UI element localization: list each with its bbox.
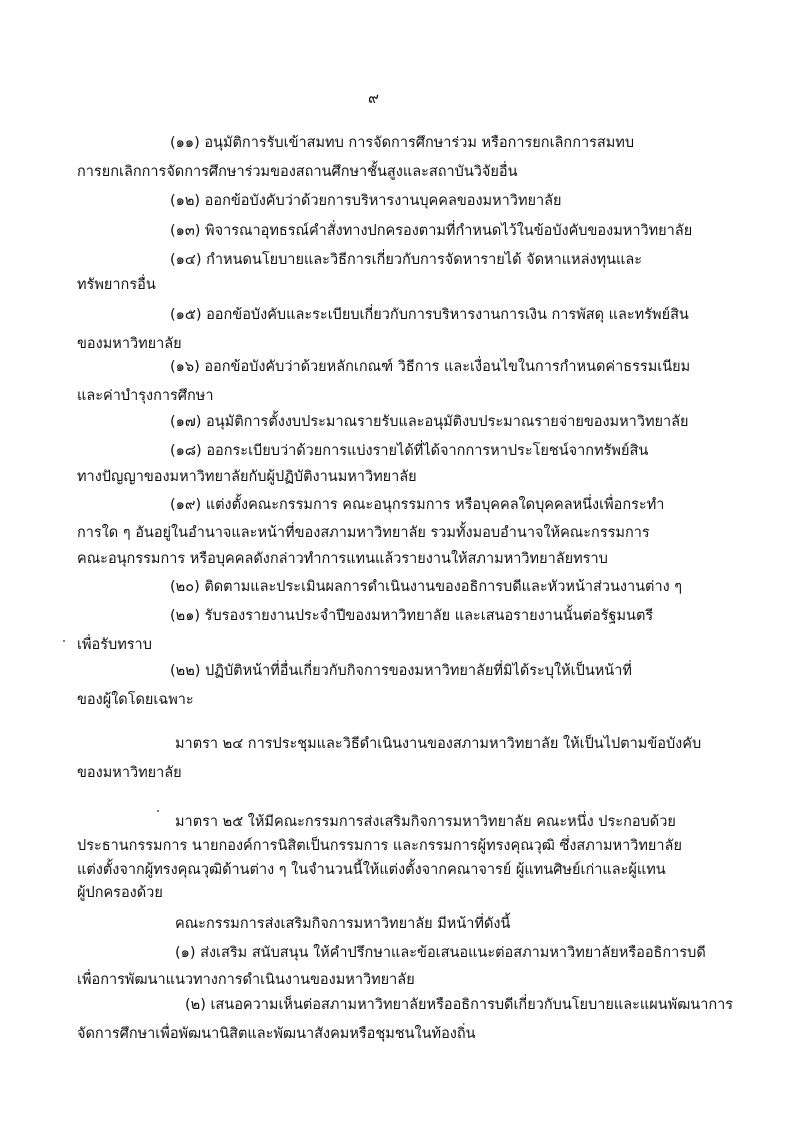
text-line: (๑๘) ออกระเบียบว่าด้วยการแบ่งรายได้ที่ได้จากการหาประโยชน์จากทรัพย์สิน: [170, 443, 649, 459]
text-line: (๑๒) ออกข้อบังคับว่าด้วยการบริหารงานบุคคลของมหาวิทยาลัย: [170, 193, 562, 209]
text-line: ผู้ปกครองด้วย: [77, 885, 163, 901]
text-line: (๑) ส่งเสริม สนับสนุน ให้คำปรึกษาและข้อเสนอแนะต่อสภามหาวิทยาลัยหรืออธิการบดี: [175, 945, 706, 961]
scan-speck: [157, 810, 159, 812]
text-line: (๑๙) แต่งตั้งคณะกรรมการ คณะอนุกรรมการ หรือบุคคลใดบุคคลหนึ่งเพื่อกระทำ: [170, 497, 665, 513]
text-line: ทางปัญญาของมหาวิทยาลัยกับผู้ปฏิบัติงานมหาวิทยาลัย: [77, 469, 417, 485]
text-line: (๒๒) ปฏิบัติหน้าที่อื่นเกี่ยวกับกิจการของมหาวิทยาลัยที่มิได้ระบุให้เป็นหน้าที่: [170, 663, 632, 679]
text-line: คณะอนุกรรมการ หรือบุคคลดังกล่าวทำการแทนแล้วรายงานให้สภามหาวิทยาลัยทราบ: [77, 551, 608, 567]
text-line: (๑๗) อนุมัติการตั้งงบประมาณรายรับและอนุมัติงบประมาณรายจ่ายของมหาวิทยาลัย: [170, 414, 689, 430]
text-line: (๑๔) กำหนดนโยบายและวิธีการเกี่ยวกับการจัดหารายได้ จัดหาแหล่งทุนและ: [170, 252, 643, 268]
text-line: ประธานกรรมการ นายกองค์การนิสิตเป็นกรรมการ และกรรมการผู้ทรงคุณวุฒิ ซึ่งสภามหาวิทยาลัย: [77, 838, 682, 854]
page-number: ๙: [368, 89, 379, 107]
text-line: (๒) เสนอความเห็นต่อสภามหาวิทยาลัยหรืออธิการบดีเกี่ยวกับนโยบายและแผนพัฒนาการ: [185, 997, 734, 1013]
text-line: การยกเลิกการจัดการศึกษาร่วมของสถานศึกษาชั้นสูงและสถาบันวิจัยอื่น: [77, 164, 518, 180]
text-line: มาตรา ๒๔ การประชุมและวิธีดำเนินงานของสภามหาวิทยาลัย ให้เป็นไปตามข้อบังคับ: [175, 736, 702, 752]
text-line: ของมหาวิทยาลัย: [77, 765, 182, 781]
text-line: การใด ๆ อันอยู่ในอำนาจและหน้าที่ของสภามหาวิทยาลัย รวมทั้งมอบอำนาจให้คณะกรรมการ: [77, 525, 650, 541]
text-line: (๒๑) รับรองรายงานประจำปีของมหาวิทยาลัย และเสนอรายงานนั้นต่อรัฐมนตรี: [170, 608, 654, 624]
text-line: เพื่อรับทราบ: [77, 637, 152, 653]
text-line: ของผู้ใดโดยเฉพาะ: [77, 692, 194, 708]
text-line: (๑๕) ออกข้อบังคับและระเบียบเกี่ยวกับการบริหารงานการเงิน การพัสดุ และทรัพย์สิน: [170, 307, 689, 323]
text-line: คณะกรรมการส่งเสริมกิจการมหาวิทยาลัย มีหน้าที่ดังนี้: [175, 916, 511, 932]
text-line: ทรัพยากรอื่น: [77, 277, 156, 293]
text-line: ของมหาวิทยาลัย: [77, 336, 182, 352]
text-line: และค่าบำรุงการศึกษา: [77, 388, 214, 404]
text-line: (๑๑) อนุมัติการรับเข้าสมทบ การจัดการศึกษาร่วม หรือการยกเลิกการสมทบ: [170, 135, 635, 151]
text-line: มาตรา ๒๕ ให้มีคณะกรรมการส่งเสริมกิจการมหาวิทยาลัย คณะหนึ่ง ประกอบด้วย: [175, 814, 676, 830]
scan-speck: [63, 640, 65, 642]
text-line: (๒๐) ติดตามและประเมินผลการดำเนินงานของอธิการบดีและหัวหน้าส่วนงานต่าง ๆ: [170, 579, 683, 595]
text-line: เพื่อการพัฒนาแนวทางการดำเนินงานของมหาวิทยาลัย: [77, 972, 415, 988]
text-line: (๑๖) ออกข้อบังคับว่าด้วยหลักเกณฑ์ วิธีการ และเงื่อนไขในการกำหนดค่าธรรมเนียม: [170, 359, 691, 375]
text-line: (๑๓) พิจารณาอุทธรณ์คำสั่งทางปกครองตามที่กำหนดไว้ในข้อบังคับของมหาวิทยาลัย: [170, 223, 693, 239]
text-line: แต่งตั้งจากผู้ทรงคุณวุฒิด้านต่าง ๆ ในจำนวนนี้ให้แต่งตั้งจากคณาจารย์ ผู้แทนศิษย์เก่าและผู้แทน: [77, 862, 666, 878]
text-line: จัดการศึกษาเพื่อพัฒนานิสิตและพัฒนาสังคมหรือชุมชนในท้องถิ่น: [77, 1026, 476, 1042]
